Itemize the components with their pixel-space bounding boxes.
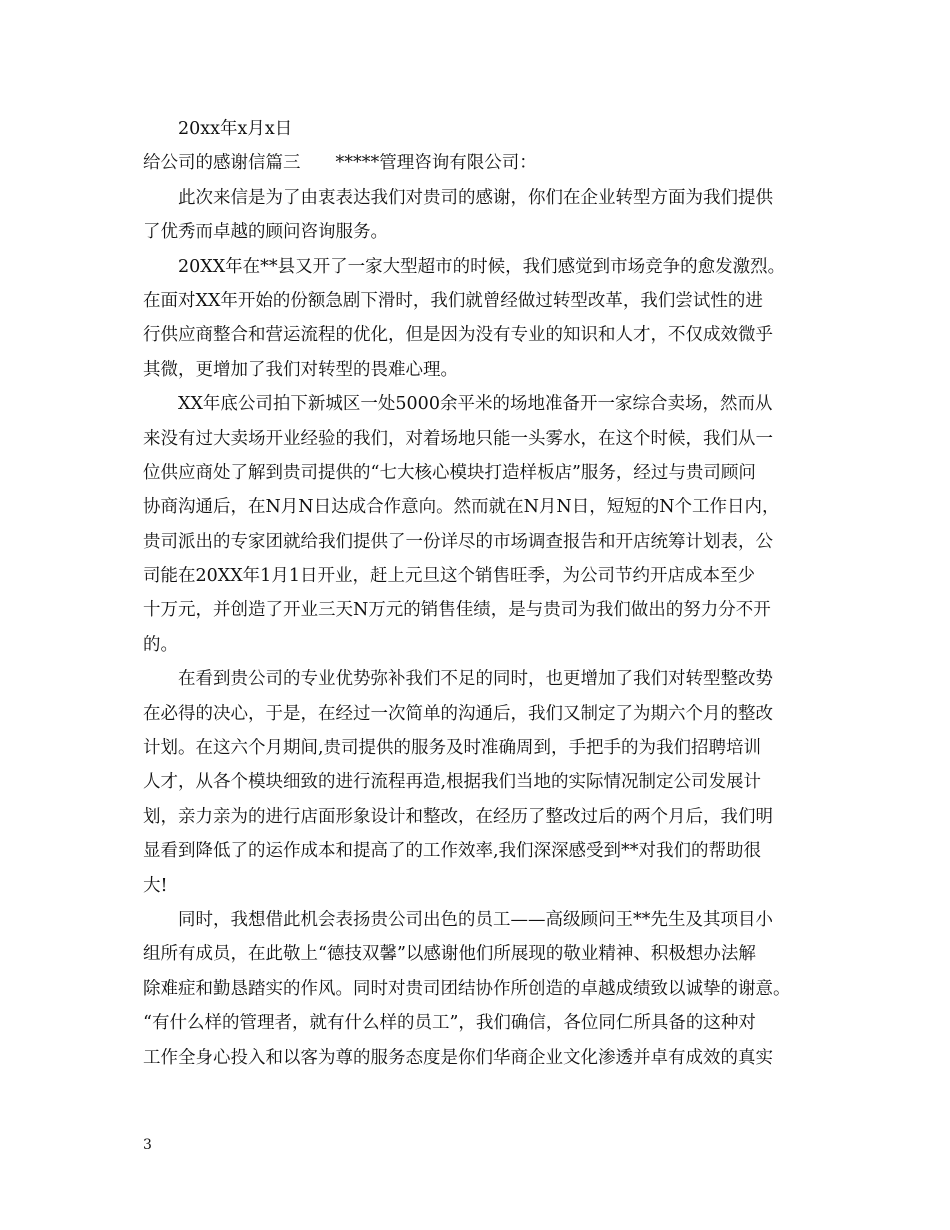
paragraph-line: 显看到降低了的运作成本和提高了的工作效率,我们深深感受到**对我们的帮助很 [143, 841, 762, 862]
paragraph-line: 大! [143, 875, 168, 896]
paragraph-line: 贵司派出的专家团就给我们提供了一份详尽的市场调查报告和开店统筹计划表，公 [143, 531, 773, 552]
paragraph-line: 同时，我想借此机会表扬贵公司出色的员工——高级顾问王**先生及其项目小 [178, 909, 773, 930]
paragraph-line: 了优秀而卓越的顾问咨询服务。 [143, 222, 388, 243]
paragraph-line: 位供应商处了解到贵司提供的“七大核心模块打造样板店”服务，经过与贵司顾问 [143, 462, 756, 483]
paragraph-line: 司能在20XX年1月1日开业，赶上元旦这个销售旺季，为公司节约开店成本至少 [143, 566, 755, 587]
paragraph-line: 计划。在这六个月期间,贵司提供的服务及时准确周到，手把手的为我们招聘培训 [143, 738, 762, 759]
paragraph-line: “有什么样的管理者，就有什么样的员工”，我们确信，各位同仁所具备的这种对 [143, 1013, 756, 1034]
paragraph-line: 行供应商整合和营运流程的优化，但是因为没有专业的知识和人才，不仅成效微乎 [143, 325, 773, 346]
page-number: 3 [143, 1137, 152, 1153]
paragraph-line: 来没有过大卖场开业经验的我们，对着场地只能一头雾水，在这个时候，我们从一 [143, 428, 773, 449]
paragraph-line: 此次来信是为了由衷表达我们对贵司的感谢，你们在企业转型方面为我们提供 [178, 187, 773, 208]
paragraph-line: 人才，从各个模块细致的进行流程再造,根据我们当地的实际情况制定公司发展计 [143, 772, 762, 793]
paragraph-line: 工作全身心投入和以客为尊的服务态度是你们华商企业文化渗透并卓有成效的真实 [143, 1047, 773, 1068]
paragraph-line: 除难症和勤恳踏实的作风。同时对贵司团结协作所创造的卓越成绩致以诚挚的谢意。 [143, 978, 791, 999]
paragraph-line: 十万元，并创造了开业三天N万元的销售佳绩，是与贵司为我们做出的努力分不开 [143, 600, 771, 621]
paragraph-line: 其微，更增加了我们对转型的畏难心理。 [143, 359, 458, 380]
letter-heading: 给公司的感谢信篇三 *****管理咨询有限公司： [143, 153, 537, 174]
paragraph-line: 20XX年在**县又开了一家大型超市的时候，我们感觉到市场竞争的愈发激烈。 [178, 256, 786, 277]
letter-body [143, 112, 823, 1075]
paragraph-line: 协商沟通后，在N月N日达成合作意向。然而就在N月N日，短短的N个工作日内， [143, 497, 780, 518]
paragraph-line: 组所有成员，在此敬上“德技双馨”以感谢他们所展现的敬业精神、积极想办法解 [143, 944, 756, 965]
date-line: 20xx年x月x日 [178, 119, 293, 139]
paragraph-line: 在看到贵公司的专业优势弥补我们不足的同时，也更增加了我们对转型整改势 [178, 669, 773, 690]
paragraph-line: 在面对XX年开始的份额急剧下滑时，我们就曾经做过转型改革，我们尝试性的进 [143, 290, 763, 311]
paragraph-line: XX年底公司拍下新城区一处5000余平米的场地准备开一家综合卖场，然而从 [178, 394, 773, 415]
paragraph-line: 在必得的决心，于是，在经过一次简单的沟通后，我们又制定了为期六个月的整改 [143, 703, 773, 724]
paragraph-line: 的。 [143, 634, 178, 655]
paragraph-line: 划，亲力亲为的进行店面形象设计和整改，在经历了整改过后的两个月后，我们明 [143, 806, 773, 827]
